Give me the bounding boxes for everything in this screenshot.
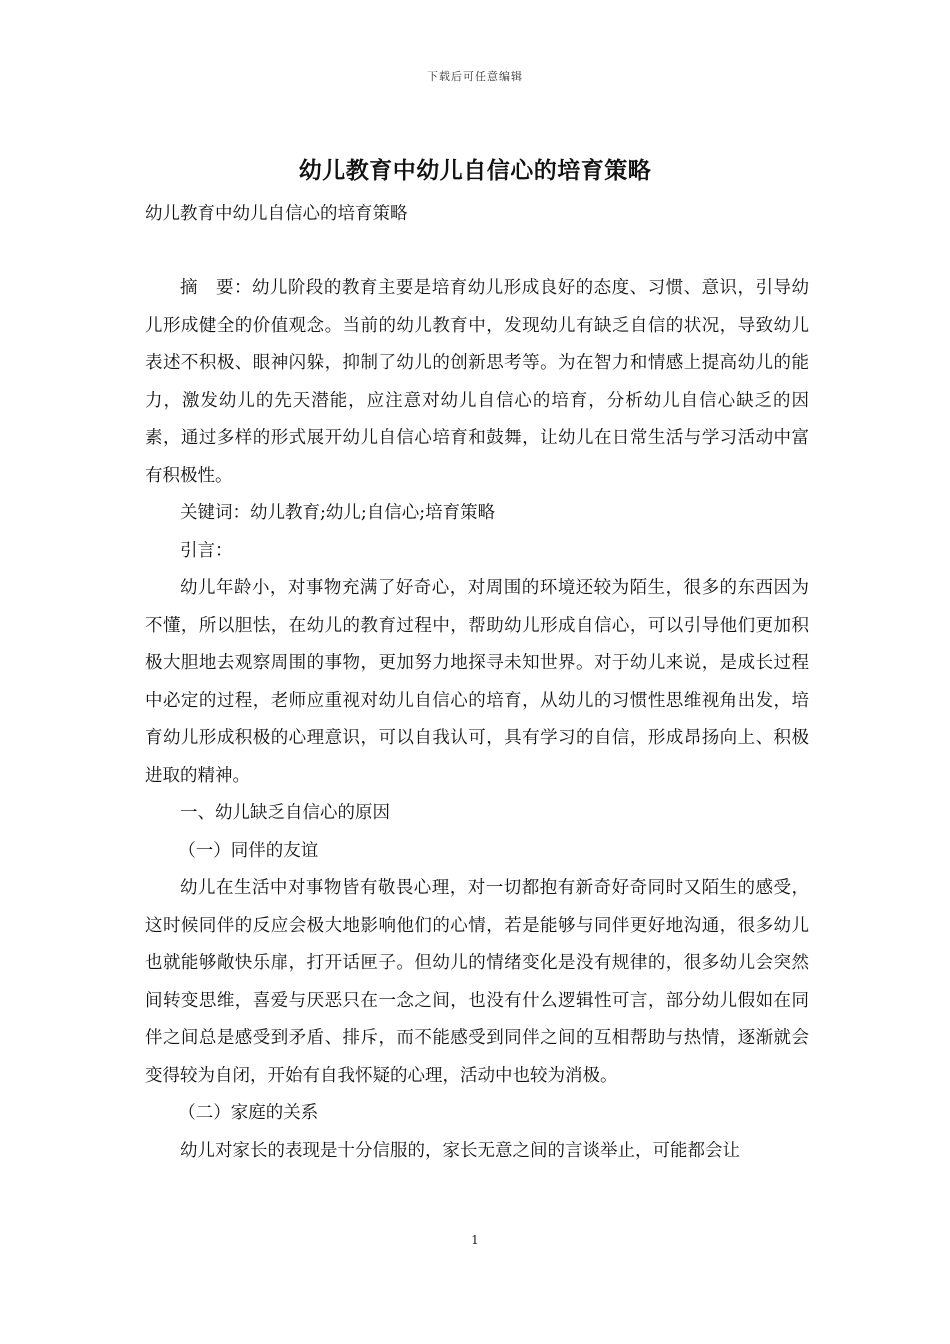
document-body: [145, 270, 809, 1170]
document-title: 幼儿教育中幼儿自信心的培育策略: [298, 157, 652, 184]
subsection-heading-2: （二）家庭的关系: [178, 1103, 319, 1123]
keywords-paragraph: 关键词：幼儿教育;幼儿;自信心;培育策略: [180, 503, 496, 523]
subsection-heading-1: （一）同伴的友谊: [178, 840, 319, 861]
body-paragraph: 幼儿对家长的表现是十分信服的，家长无意之间的言谈举止，可能都会让: [180, 1140, 740, 1161]
section-heading-1: 一、幼儿缺乏自信心的原因: [180, 803, 390, 823]
page-header: 下载后可任意编辑: [427, 70, 523, 83]
introduction-heading: 引言：: [180, 540, 233, 561]
abstract-paragraph: 摘 要：幼儿阶段的教育主要是培育幼儿形成良好的态度、习惯、意识，引导幼儿形成健全的价值观念。当前的幼儿教育中，发现幼儿有缺乏自信的状况，导致幼儿表述不积极、眼神闪躲，抑制了幼儿的创新思考等。为在智力和情感上提高幼儿的能力，激发幼儿的先天潜能，应注意对幼儿自信心的培育，分析幼儿自信心缺乏的因素，通过多样的形式展开幼儿自信心培育和鼓舞，让幼儿在日常生活与学习活动中富有积极性。: [145, 278, 809, 486]
page-number: 1: [471, 1233, 479, 1247]
document-subtitle: 幼儿教育中幼儿自信心的培育策略: [145, 204, 408, 224]
introduction-paragraph: 幼儿年龄小，对事物充满了好奇心，对周围的环境还较为陌生，很多的东西因为不懂，所以胆怯，在幼儿的教育过程中，帮助幼儿形成自信心，可以引导他们更加积极大胆地去观察周围的事物，更加努力地探寻未知世界。对于幼儿来说，是成长过程中必定的过程，老师应重视对幼儿自信心的培育，从幼儿的习惯性思维视角出发，培育幼儿形成积极的心理意识，可以自我认可，具有学习的自信，形成昂扬向上、积极进取的精神。: [145, 578, 809, 786]
body-paragraph: 幼儿在生活中对事物皆有敬畏心理，对一切都抱有新奇好奇同时又陌生的感受，这时候同伴的反应会极大地影响他们的心情，若是能够与同伴更好地沟通，很多幼儿也就能够敞快乐扉，打开话匣子。但幼儿的情绪变化是没有规律的，很多幼儿会突然间转变思维，喜爱与厌恶只在一念之间，也没有什么逻辑性可言，部分幼儿假如在同伴之间总是感受到矛盾、排斥，而不能感受到同伴之间的互相帮助与热情，逐渐就会变得较为自闭，开始有自我怀疑的心理，活动中也较为消极。: [145, 878, 809, 1086]
